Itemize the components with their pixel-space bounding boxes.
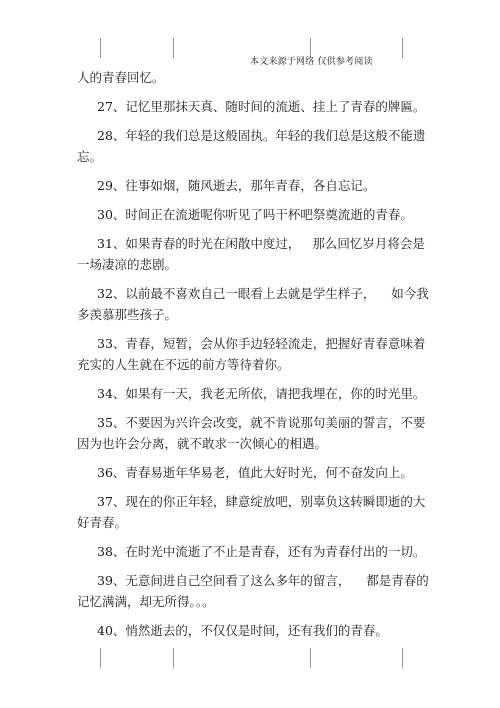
list-item: 31、如果青春的时光在闲散中度过， 那么回忆岁月将会是一场凄凉的悲剧。 <box>77 236 425 272</box>
list-item: 37、现在的你正年轻，肆意绽放吧，别辜负这转瞬即逝的大好青春。 <box>77 494 426 530</box>
list-item: 36、青春易逝年华易老，值此大好时光，何不奋发向上。 <box>97 465 413 480</box>
crop-mark <box>402 38 403 58</box>
list-item: 32、以前最不喜欢自己一眼看上去就是学生样子， 如今我多羡慕那些孩子。 <box>77 286 429 322</box>
document-body <box>77 67 429 641</box>
crop-mark <box>402 648 403 668</box>
list-item: 38、在时光中流逝了不止是青春，还有为青春付出的一切。 <box>97 544 426 559</box>
header-note: 本文来源于网络 仅供参考阅读 <box>250 57 373 67</box>
list-item: 39、无意间进自己空间看了这么多年的留言， 都是青春的记忆满满，却无所得。。。 <box>77 573 429 609</box>
crop-mark <box>173 648 174 668</box>
list-item: 33、青春，短暂，会从你手边轻轻流走，把握好青春意味着充实的人生就在不远的前方等待着你。 <box>77 336 426 372</box>
list-item: 30、时间正在流逝呢你听见了吗干杯吧祭奠流逝的青春。 <box>97 207 413 222</box>
list-item: 27、记忆里那抹天真、随时间的流逝、挂上了青春的牌匾。 <box>97 99 426 114</box>
crop-mark <box>173 38 174 58</box>
list-item: 28、年轻的我们总是这般固执。年轻的我们总是这般不能遗忘。 <box>77 128 426 164</box>
crop-mark <box>310 648 311 668</box>
list-item: 40、悄然逝去的，不仅仅是时间，还有我们的青春。 <box>97 623 388 638</box>
crop-mark <box>100 648 101 668</box>
crop-mark <box>100 38 101 58</box>
lead-paragraph: 人的青春回忆。 <box>77 70 165 85</box>
list-item: 34、如果有一天，我老无所依，请把我埋在，你的时光里。 <box>97 386 426 401</box>
list-item: 29、往事如烟，随风逝去，那年青春，各自忘记。 <box>97 178 376 193</box>
list-item: 35、不要因为兴许会改变，就不肯说那句美丽的誓言，不要因为也许会分离，就不敢求一次倾心的相遇。 <box>77 415 426 451</box>
